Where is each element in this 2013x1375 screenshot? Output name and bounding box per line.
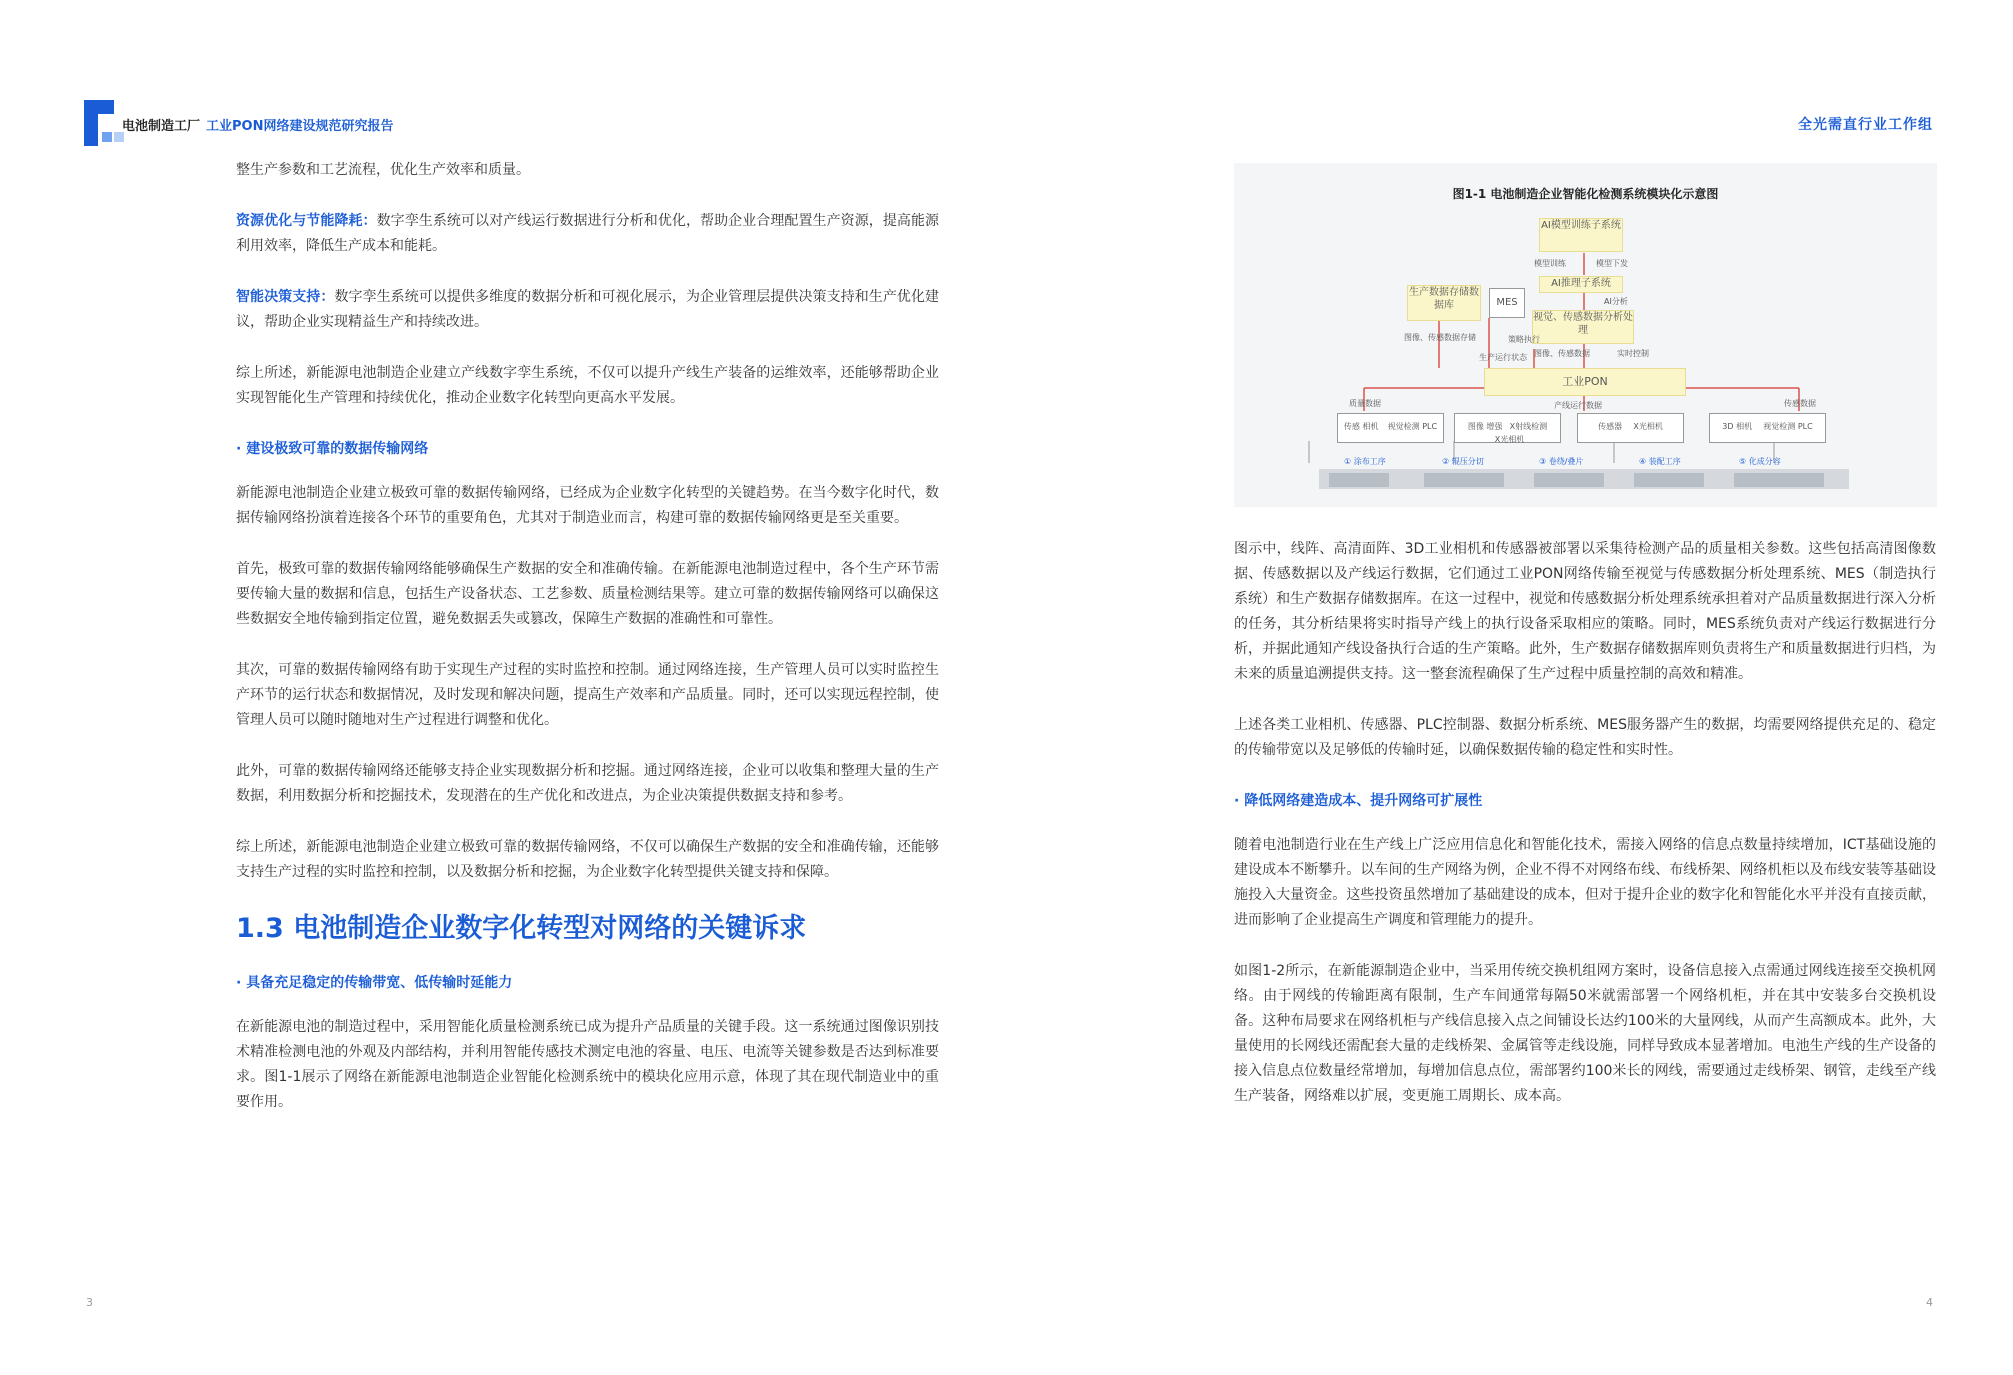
paragraph: 资源优化与节能降耗：数字孪生系统可以对产线运行数据进行分析和优化，帮助企业合理配置生产资源，提高能源利用效率，降低生产成本和能耗。 [236,213,940,254]
paragraph: 整生产参数和工艺流程，优化生产效率和质量。 [236,162,530,178]
device-label: 3D 相机 [1722,422,1753,431]
keyword: 资源优化与节能降耗： [236,213,377,229]
ai-infer-box: AI推理子系统 [1539,276,1623,293]
paragraph: 综上所述，新能源电池制造企业建立极致可靠的数据传输网络，不仅可以确保生产数据的安全和准确传输，还能够支持生产过程的实时监控和控制，以及数据分析和挖掘，为企业数字化转型提供关键支持和保障。 [236,839,939,880]
paragraph: 综上所述，新能源电池制造企业建立产线数字孪生系统，不仅可以提升产线生产装备的运维效率，还能够帮助企业实现智能化生产管理和持续优化，推动企业数字化转型向更高水平发展。 [236,365,939,406]
paragraph: 上述各类工业相机、传感器、PLC控制器、数据分析系统、MES服务器产生的数据，均需要网络提供充足的、稳定的传输带宽以及足够低的传输时延，以确保数据传输的稳定性和实时性。 [1234,717,1936,758]
device-label: X光相机 [1494,435,1525,444]
paragraph: 首先，极致可靠的数据传输网络能够确保生产数据的安全和准确传输。在新能源电池制造过程中，各个生产环节需要传输大量的数据和信息，包括生产设备状态、工艺参数、质量检测结果等。建立可靠的数据传输网络可以确保这些数据安全地传输到指定位置，避免数据丢失或篡改，保障生产数据的准确性和可靠性。 [236,561,939,627]
process-step: ③ 卷绕/叠片 [1539,457,1584,466]
header-report-title: 工业PON网络建设规范研究报告 [206,119,394,134]
process-step: ② 辊压分切 [1442,457,1484,466]
device-label: 视觉检测 PLC [1387,422,1438,431]
mes-box: MES [1489,288,1525,318]
label-deploy: 模型下发 [1596,259,1628,268]
device-group [1709,413,1826,443]
left-page-content [236,158,939,1141]
device-label: X光相机 [1633,422,1663,431]
label-img: 图像、传感数据 [1534,349,1590,358]
label-mid-in: 产线运行数据 [1554,401,1602,410]
subheading: · 具备充足稳定的传输带宽、低传输时延能力 [236,975,513,991]
header-org: 全光需直行业工作组 [1798,117,1933,133]
page-number-left: 3 [86,1296,93,1309]
header-title [122,115,393,134]
paragraph: 其次，可靠的数据传输网络有助于实现生产过程的实时监控和控制。通过网络连接，生产管理人员可以实时监控生产环节的运行状态和数据情况，及时发现和解决问题，提高生产效率和产品质量。同时，还可以实现远程控制，使管理人员可以随时随地对生产过程进行调整和优化。 [236,662,939,728]
ai-train-box: AI模型训练子系统 [1539,218,1623,252]
device-group [1454,413,1561,443]
paragraph: 随着电池制造行业在生产线上广泛应用信息化和智能化技术，需接入网络的信息点数量持续增加，ICT基础设施的建设成本不断攀升。以车间的生产网络为例，企业不得不对网络布线、布线桥架、网络机柜以及布线安装等基础设施投入大量资金。这些投资虽然增加了基础建设的成本，但对于提升企业的数字化和智能化水平并没有直接贡献，进而影响了企业提高生产调度和管理能力的提升。 [1234,837,1936,928]
page-number-right: 4 [1926,1296,1933,1309]
process-step: ⑤ 化成分容 [1739,457,1781,466]
figure-title: 图1-1 电池制造企业智能化检测系统模块化示意图 [1452,187,1719,201]
vision-box: 视觉、传感数据分析处理 [1532,310,1634,344]
device-group [1577,413,1684,443]
process-step: ① 涂布工序 [1344,457,1386,466]
device-label: 图像 增强 [1467,422,1503,431]
label-ai: AI分析 [1604,297,1628,306]
label-strat: 策略执行 [1508,335,1540,344]
label-exec: 生产运行状态 [1479,353,1527,362]
paragraph: 在新能源电池的制造过程中，采用智能化质量检测系统已成为提升产品质量的关键手段。这一系统通过图像识别技术精准检测电池的外观及内部结构，并利用智能传感技术测定电池的容量、电压、电流等关键参数是否达到标准要求。图1-1展示了网络在新能源电池制造企业智能化检测系统中的模块化应用示意，体现了其在现代制造业中的重要作用。 [236,1019,939,1110]
device-label: 传感 相机 [1343,422,1379,431]
paragraph: 此外，可靠的数据传输网络还能够支持企业实现数据分析和挖掘。通过网络连接，企业可以收集和整理大量的生产数据，利用数据分析和挖掘技术，发现潜在的生产优化和改进点，为企业决策提供数据支持和参考。 [236,763,939,804]
process-step: ④ 装配工序 [1639,457,1681,466]
db-box: 生产数据存储数据库 [1407,285,1481,321]
device-label: 视觉检测 PLC [1763,422,1813,431]
paragraph: 如图1-2所示，在新能源制造企业中，当采用传统交换机组网方案时，设备信息接入点需通过网线连接至交换机网络。由于网线的传输距离有限制，生产车间通常每隔50米就需部署一个网络机柜，并在其中安装多台交换机设备。这种布局要求在网络机柜与产线信息接入点之间铺设长达约100米的大量网线，从而产生高额成本。此外，大量使用的长网线还需配套大量的走线桥架、金属管等走线设施，同样导致成本显著增加。电池生产线的生产设备的接入信息点位数量经常增加，每增加信息点位，需部署约100米长的网线，需要通过走线桥架、钢管，走线至产线生产装备，网络难以扩展，变更施工周期长、成本高。 [1234,963,1936,1104]
label-train: 模型训练 [1534,259,1566,268]
section-heading: 1.3 电池制造企业数字化转型对网络的关键诉求 [236,913,807,944]
device-label: X射线检测 [1509,422,1548,431]
pon-box: 工业PON [1484,368,1686,396]
header-brand: 电池制造工厂 [122,119,201,134]
right-page-content [1234,537,1936,1135]
subheading: · 降低网络建造成本、提升网络可扩展性 [1234,793,1483,809]
label-data: 图像、传感数据存储 [1404,333,1476,342]
paragraph: 图示中，线阵、高清面阵、3D工业相机和传感器被部署以采集待检测产品的质量相关参数。这些包括高清图像数据、传感数据以及产线运行数据，它们通过工业PON网络传输至视觉与传感数据分析处理系统、MES（制造执行系统）和生产数据存储数据库。在这一过程中，视觉和传感数据分析处理系统承担着对产品质量数据进行深入分析的任务，其分析结果将实时指导产线上的执行设备采取相应的策略。同时，MES系统负责对产线运行数据进行分析，并据此通知产线设备执行合适的生产策略。此外，生产数据存储数据库则负责将生产和质量数据进行归档，为未来的质量追溯提供支持。这一整套流程确保了生产过程中质量控制的高效和精准。 [1234,541,1936,682]
device-label: 传感器 [1598,422,1623,431]
paragraph: 智能决策支持：数字孪生系统可以提供多维度的数据分析和可视化展示，为企业管理层提供决策支持和生产优化建议，帮助企业实现精益生产和持续改进。 [236,289,940,330]
figure-diagram [1234,163,1937,507]
label-ctrl: 实时控制 [1617,349,1649,358]
subheading: · 建设极致可靠的数据传输网络 [236,441,429,457]
label-right-in: 传感数据 [1784,399,1816,408]
keyword: 智能决策支持： [236,289,335,305]
device-group [1337,413,1444,443]
paragraph: 新能源电池制造企业建立极致可靠的数据传输网络，已经成为企业数字化转型的关键趋势。在当今数字化时代，数据传输网络扮演着连接各个环节的重要角色，尤其对于制造业而言，构建可靠的数据传输网络更是至关重要。 [236,485,939,526]
label-left-in: 质量数据 [1349,399,1381,408]
